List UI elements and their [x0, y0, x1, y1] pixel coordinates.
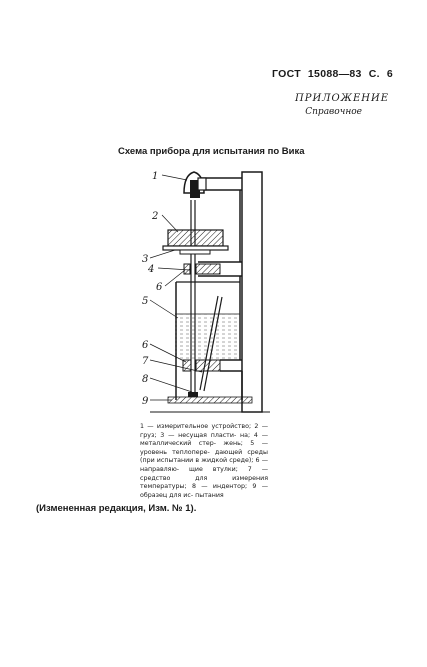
legend-line: измерения температуры; 8 —	[140, 474, 268, 491]
callout-labels	[142, 171, 163, 407]
legend-line: жень; 5 — уровень теплопере-	[140, 440, 268, 456]
metal-rod	[191, 200, 195, 392]
page-label: С.	[368, 68, 380, 80]
legend-line: индентор; 9 — образец для ис-	[140, 483, 268, 499]
standard-number: 15088—83	[307, 68, 362, 80]
label-6-top: 6	[156, 282, 163, 293]
liquid-bath	[175, 282, 240, 400]
page-number: 6	[386, 68, 393, 80]
standard-label: ГОСТ	[272, 68, 301, 80]
legend-line: на; 4 — металлический стер-	[140, 431, 268, 448]
label-8: 8	[142, 374, 149, 385]
label-3: 3	[142, 254, 149, 265]
legend-line: 1 — измерительное устройство;	[140, 423, 255, 430]
legend-line: щие втулки; 7 — средство для	[140, 465, 269, 482]
revision-note: (Измененная редакция, Изм. № 1).	[36, 503, 197, 514]
figure-title: Схема прибора для испытания по Вика	[118, 146, 305, 157]
figure-legend	[140, 423, 268, 500]
appendix-title: ПРИЛОЖЕНИЕ	[295, 93, 389, 104]
legend-line: 2 — груз; 3 — несущая пласти-	[140, 423, 268, 439]
label-4: 4	[148, 264, 155, 275]
legend-line: жидкой среде); 6 — направляю-	[140, 457, 268, 473]
legend-line: пытания	[195, 491, 224, 499]
indentor-and-specimen	[150, 392, 270, 412]
label-7: 7	[142, 356, 149, 367]
label-6-bottom: 6	[142, 340, 149, 351]
label-5: 5	[142, 296, 149, 307]
legend-line: дающей среды (при испытании в	[140, 448, 268, 465]
label-9: 9	[142, 396, 149, 407]
apparatus-frame	[198, 172, 262, 412]
label-1: 1	[152, 171, 159, 182]
measuring-device	[184, 172, 206, 198]
appendix-subtitle: Справочное	[305, 107, 362, 117]
label-2: 2	[152, 211, 159, 222]
